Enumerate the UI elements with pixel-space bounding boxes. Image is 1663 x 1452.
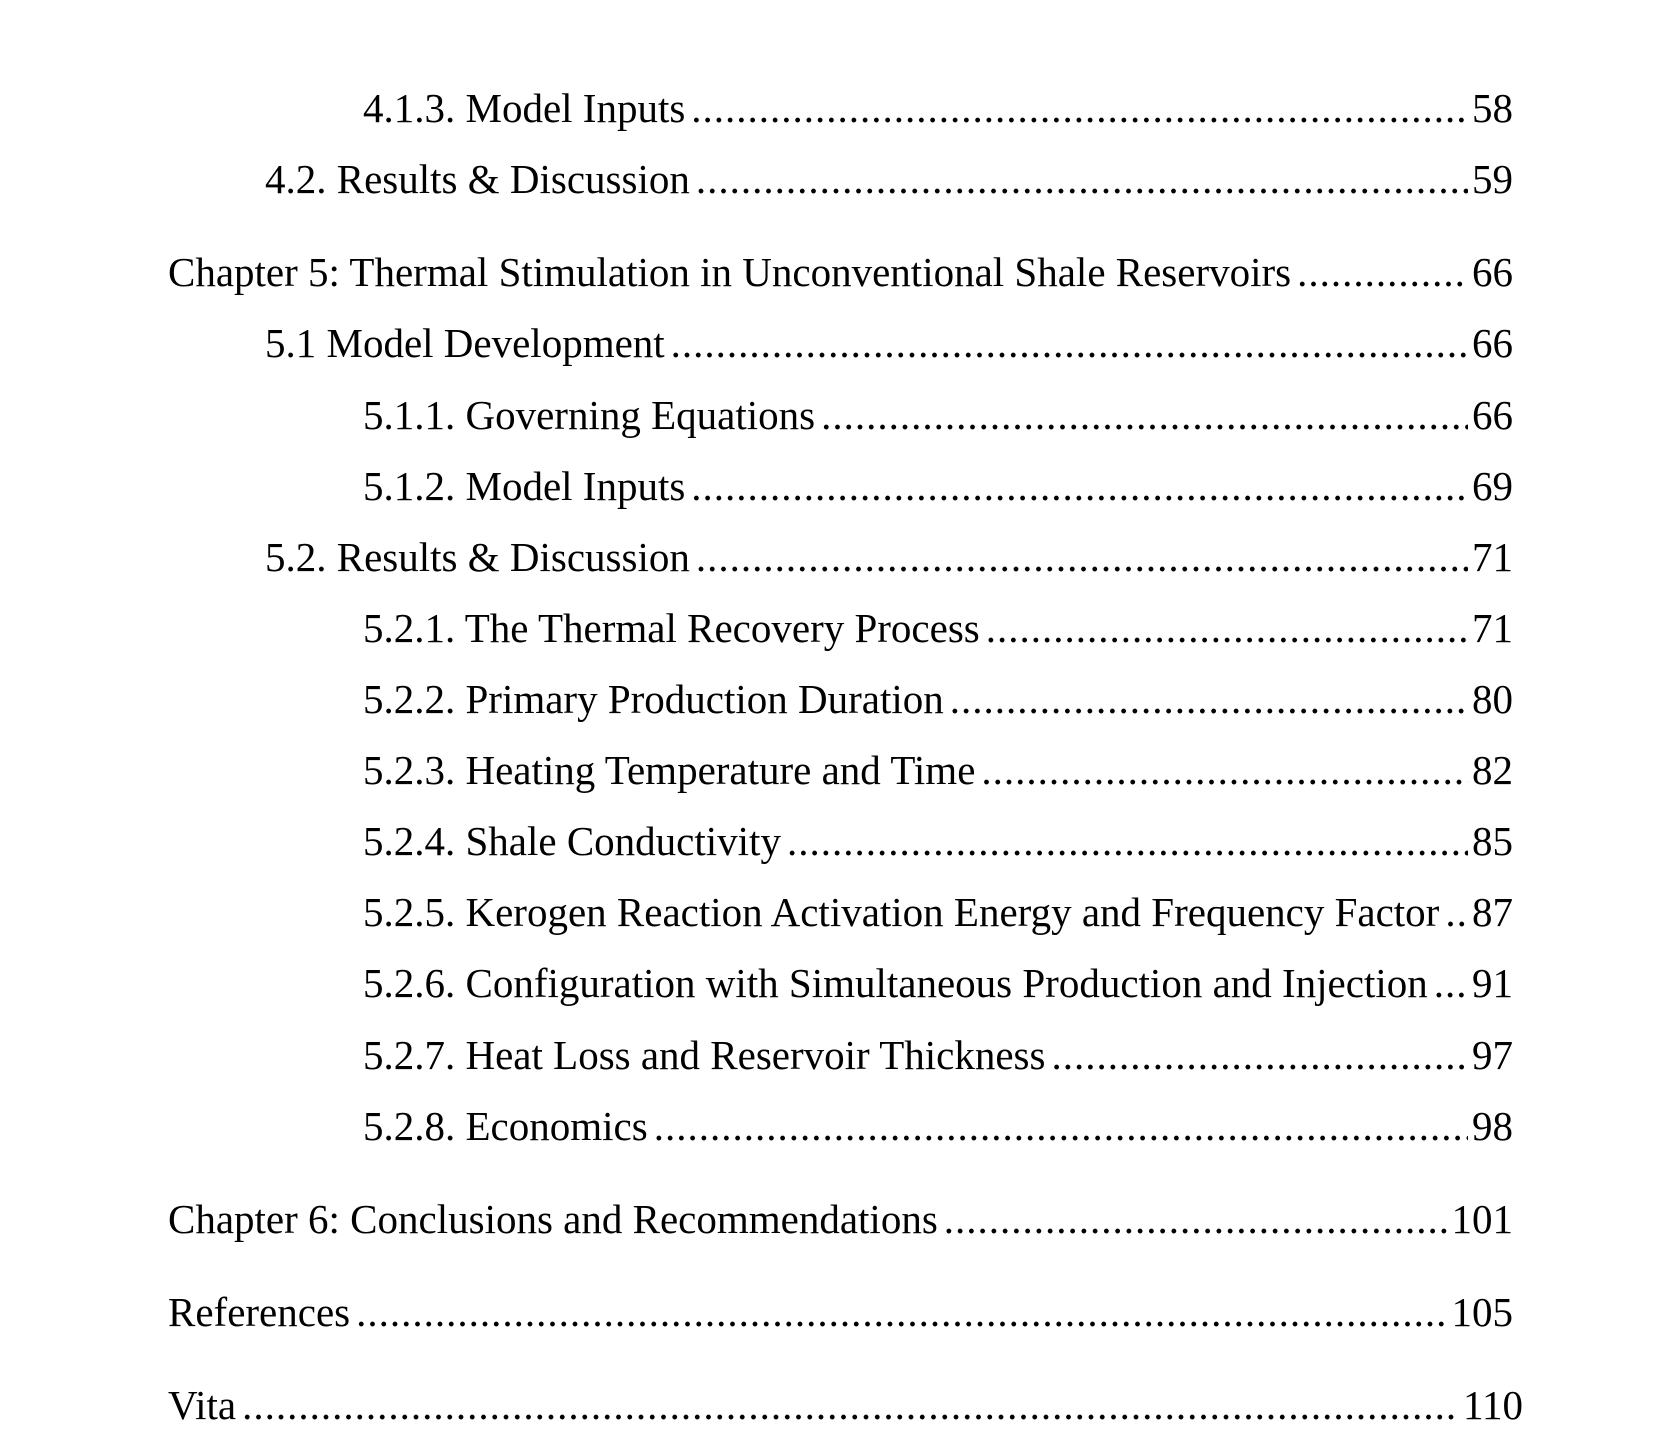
toc-entry-page: 80	[1472, 676, 1513, 722]
toc-entry-page: 66	[1472, 392, 1513, 438]
toc-dot-leader	[696, 531, 1468, 583]
toc-entry-title: 5.2.4. Shale Conductivity	[363, 818, 781, 864]
toc-entry[interactable]	[363, 886, 1513, 938]
toc-entry-page: 69	[1472, 463, 1513, 509]
toc-dot-leader	[1434, 957, 1468, 1009]
toc-entry-title: Chapter 6: Conclusions and Recommendations	[168, 1196, 938, 1242]
toc-entry-page: 71	[1472, 534, 1513, 580]
toc-entry[interactable]	[363, 673, 1513, 725]
toc-entry-title: 5.2.2. Primary Production Duration	[363, 676, 944, 722]
toc-entry[interactable]	[265, 531, 1513, 583]
toc-entry[interactable]	[168, 1286, 1513, 1338]
toc-entry-page: 82	[1472, 747, 1513, 793]
toc-entry-title: Vita	[168, 1382, 237, 1428]
toc-dot-leader	[691, 82, 1468, 134]
toc-entry[interactable]	[363, 1100, 1513, 1152]
toc-entry[interactable]	[168, 1193, 1513, 1245]
toc-entry-title: 5.1.1. Governing Equations	[363, 392, 816, 438]
toc-dot-leader	[696, 153, 1468, 205]
toc-entry-title: References	[168, 1289, 351, 1335]
toc-entry[interactable]	[265, 153, 1513, 205]
toc-entry-page: 58	[1472, 85, 1513, 131]
toc-entry-page: 105	[1451, 1289, 1513, 1335]
toc-entry-title: 5.1.2. Model Inputs	[363, 463, 686, 509]
toc-entry-page: 59	[1472, 156, 1513, 202]
toc-entry[interactable]	[363, 389, 1513, 441]
toc-entry-page: 66	[1472, 320, 1513, 366]
toc-entry-page: 97	[1472, 1032, 1513, 1078]
toc-entry[interactable]	[363, 744, 1513, 796]
toc-dot-leader	[691, 460, 1468, 512]
toc-dot-leader	[986, 602, 1468, 654]
toc-dot-leader	[242, 1379, 1459, 1431]
toc-entry-page: 66	[1472, 249, 1513, 295]
toc-entry-title: 5.2.7. Heat Loss and Reservoir Thickness	[363, 1032, 1046, 1078]
toc-dot-leader	[950, 673, 1468, 725]
toc-entry[interactable]	[363, 957, 1513, 1009]
toc-entry-page: 110	[1463, 1382, 1523, 1428]
toc-entry-title: 5.2.6. Configuration with Simultaneous Production and Injection	[363, 960, 1428, 1006]
toc-entry[interactable]	[363, 82, 1513, 134]
toc-dot-leader	[787, 815, 1468, 867]
toc-dot-leader	[671, 317, 1468, 369]
toc-entry-title: 5.2.5. Kerogen Reaction Activation Energy and Frequency Factor	[363, 889, 1440, 935]
toc-entry-title: 5.2.8. Economics	[363, 1103, 648, 1149]
toc-entry-title: 4.1.3. Model Inputs	[363, 85, 686, 131]
toc-entry[interactable]	[363, 460, 1513, 512]
toc-dot-leader	[1051, 1029, 1468, 1081]
toc-dot-leader	[944, 1193, 1448, 1245]
toc-dot-leader	[1445, 886, 1468, 938]
toc-entry[interactable]	[265, 317, 1513, 369]
toc-entry[interactable]	[168, 246, 1513, 298]
toc-entry-title: Chapter 5: Thermal Stimulation in Unconventional Shale Reservoirs	[168, 249, 1292, 295]
toc-entry-title: 5.2.1. The Thermal Recovery Process	[363, 605, 980, 651]
toc-entry-page: 85	[1472, 818, 1513, 864]
toc-entry-title: 5.1 Model Development	[265, 320, 665, 366]
toc-entry-page: 101	[1451, 1196, 1513, 1242]
toc-entry-page: 91	[1472, 960, 1513, 1006]
toc-entry-page: 98	[1472, 1103, 1513, 1149]
toc-dot-leader	[1297, 246, 1468, 298]
toc-entry-title: 4.2. Results & Discussion	[265, 156, 690, 202]
toc-entry-page: 71	[1472, 605, 1513, 651]
toc-dot-leader	[981, 744, 1468, 796]
toc-dot-leader	[654, 1100, 1468, 1152]
toc-entry-page: 87	[1472, 889, 1513, 935]
toc-entry[interactable]	[168, 1379, 1523, 1431]
toc-entry-title: 5.2. Results & Discussion	[265, 534, 690, 580]
toc-dot-leader	[821, 389, 1468, 441]
toc-dot-leader	[356, 1286, 1447, 1338]
toc-entry[interactable]	[363, 602, 1513, 654]
toc-entry[interactable]	[363, 815, 1513, 867]
toc-entry-title: 5.2.3. Heating Temperature and Time	[363, 747, 976, 793]
toc-entry[interactable]	[363, 1029, 1513, 1081]
